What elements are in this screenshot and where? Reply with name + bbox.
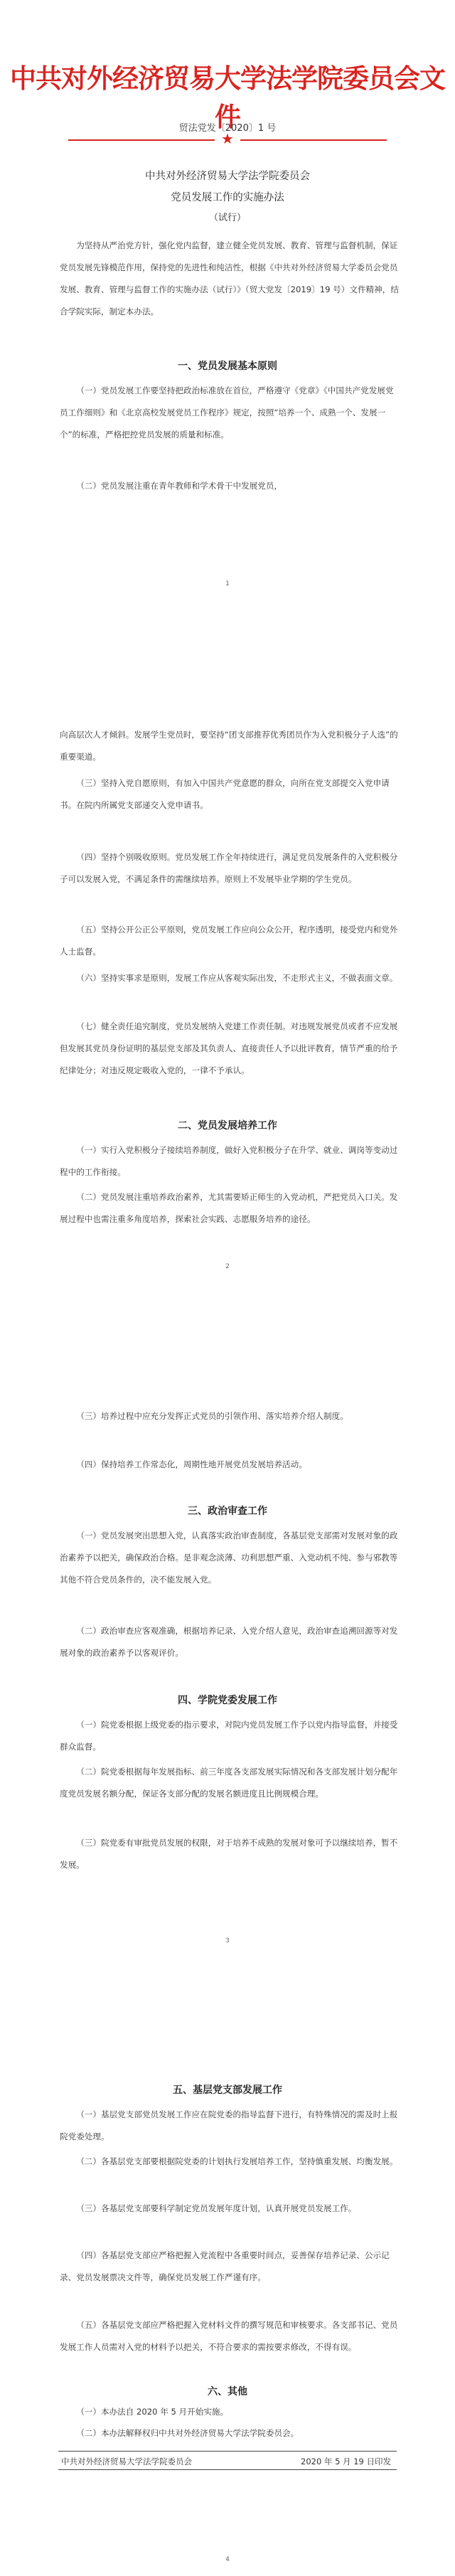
s1-paragraph-6: （六）坚持实事求是原则，发展工作应从客观实际出发，不走形式主义，不做表面文章。 [76,973,398,983]
s1-paragraph-5: （五）坚持公开公正公平原则，党员发展工作应向公众公开，程序透明，接受党内和党外人士监督。 [60,925,398,957]
s2-paragraph-2: （二）党员发展注重培养政治素养，尤其需要矫正师生的入党动机，严把党员入口关。发展过程中也需注重多角度培养，探索社会实践、志愿服务培养的途径。 [60,1192,398,1224]
s5-paragraph-5: （五）各基层党支部应严格把握入党材料文件的撰写规范和审核要求。各支部书记、党员发展工作人员需对入党的材料予以把关，不符合要求的需按要求修改，不得有误。 [60,2320,398,2352]
footer-top-rule [58,2451,397,2452]
section-heading-2: 二、党员发展培养工作 [178,1120,277,1132]
s4-paragraph-1: （一）院党委根据上级党委的指示要求，对院内党员发展工作予以党内指导监督，并接受群众监督。 [60,1720,398,1752]
s2-paragraph-1: （一）实行入党积极分子接续培养制度，做好入党积极分子在升学、就业、调岗等变动过程中的工作衔接。 [60,1145,398,1177]
section-heading-4: 四、学院党委发展工作 [178,1695,277,1706]
section-heading-3: 三、政治审查工作 [188,1506,267,1517]
footer-issuer: 中共对外经济贸易大学法学院委员会 [61,2457,192,2466]
s5-paragraph-1: （一）基层党支部党员发展工作应在院党委的指导监督下进行，有特殊情况的需及时上报院党委处理。 [60,2109,398,2141]
document-number: 贸法党发〔2020〕1 号 [178,123,277,134]
footer-date: 2020 年 5 月 19 日印发 [301,2457,391,2466]
s5-paragraph-4: （四）各基层党支部应严格把握入党流程中各重要时间点，妥善保存培养记录、公示记录、党员发展票决文件等，确保党员发展工作严谨有序。 [60,2250,390,2282]
document-title-line3: （试行） [208,213,246,223]
s1-paragraph-3: （三）坚持入党自愿原则，有加入中国共产党意愿的群众，向所在党支部提交入党申请书。在院内所属党支部递交入党申请书。 [60,778,390,810]
s1-paragraph-4: （四）坚持个别吸收原则。党员发展工作全年持续进行，满足党员发展条件的入党积极分子可以发展入党，不满足条件的需继续培养。原则上不发展毕业学期的学生党员。 [60,852,398,884]
s1-paragraph-7: （七）健全责任追究制度，党员发展纳入党建工作责任制。对违规发展党员或者不应发展但发展其党员身份证明的基层党支部及其负责人、直接责任人予以批评教育，情节严重的给予纪律处分；对违反规定吸收入党的，一律不予承认。 [60,1021,398,1075]
document-title-line1: 中共对外经济贸易大学法学院委员会 [145,171,310,182]
s6-paragraph-2: （二）本办法解释权归中共对外经济贸易大学法学院委员会。 [76,2428,299,2438]
document-title-line2: 党员发展工作的实施办法 [171,192,284,203]
s1-paragraph-2b: 向高层次人才倾斜。发展学生党员时，要坚持“团支部推荐优秀团员作为入党积极分子人选”的重要渠道。 [60,730,398,762]
s2-paragraph-3: （三）培养过程中应充分发挥正式党员的引领作用、落实培养介绍人制度。 [76,1411,348,1421]
section-heading-5: 五、基层党支部发展工作 [173,2085,282,2096]
s1-paragraph-2a: （二）党员发展注重在青年教师和学术骨干中发展党员， [76,481,283,491]
s3-paragraph-1: （一）党员发展突出思想入党，认真落实政治审查制度，各基层党支部需对发展对象的政治素养予以把关，确保政治合格。是非观念淡薄、功利思想严重、入党动机不纯、参与邪教等其他不符合党员条件的，决不能发展入党。 [60,1531,398,1585]
page-number-2: 2 [225,1263,230,1270]
section-heading-6: 六、其他 [208,2386,247,2397]
s4-paragraph-2: （二）院党委根据每年发展指标、前三年度各支部发展实际情况和各支部发展计划分配年度党员发展名额分配，保证各支部分配的发展名额进度且比例规模合理。 [60,1767,398,1799]
red-divider-left [68,139,215,141]
red-divider-right [240,139,387,141]
s4-paragraph-3: （三）院党委有审批党员发展的权限，对于培养不成熟的发展对象可予以继续培养，暂不发展。 [60,1838,398,1870]
intro-paragraph: 为坚持从严治党方针，强化党内监督，建立健全党员发展、教育、管理与监督机制，保证党员发展先锋模范作用，保持党的先进性和纯洁性，根据《中共对外经济贸易大学委员会党员发展、教育、管理与监督工作的实施办法（试行）》（贸大党发〔2019〕19 号）文件精神，结合学院实际，制定本办法。 [60,240,399,316]
page-number-1: 1 [225,580,230,587]
footer-bottom-rule [58,2469,397,2470]
s1-paragraph-1: （一）党员发展工作要坚持把政治标准放在首位，严格遵守《党章》《中国共产党发展党员工作细则》和《北京高校发展党员工作程序》规定，按照“培养一个、成熟一个、发展一个”的标准，严格把控党员发展的质量和标准。 [60,385,394,440]
s6-paragraph-1: （一）本办法自 2020 年 5 月开始实施。 [76,2407,229,2417]
page-number-3: 3 [225,1937,230,1944]
section-heading-1: 一、党员发展基本原则 [178,361,277,372]
document-masthead: 中共对外经济贸易大学法学院委员会文件 [10,63,445,132]
page-number-4: 4 [225,2556,230,2563]
red-star-icon: ★ [221,130,234,147]
s5-paragraph-3: （三）各基层党支部要科学制定党员发展年度计划，认真开展党员发展工作。 [76,2203,357,2213]
s2-paragraph-4: （四）保持培养工作常态化，周期性地开展党员发展培养活动。 [76,1459,307,1469]
s5-paragraph-2: （二）各基层党支部要根据院党委的计划执行发展培养工作，坚持慎重发展、均衡发展。 [76,2156,398,2166]
s3-paragraph-2: （二）政治审查应客观准确，根据培养记录、入党介绍人意见，政治审查追溯回源等对发展对象的政治素养予以客观评价。 [60,1626,398,1658]
